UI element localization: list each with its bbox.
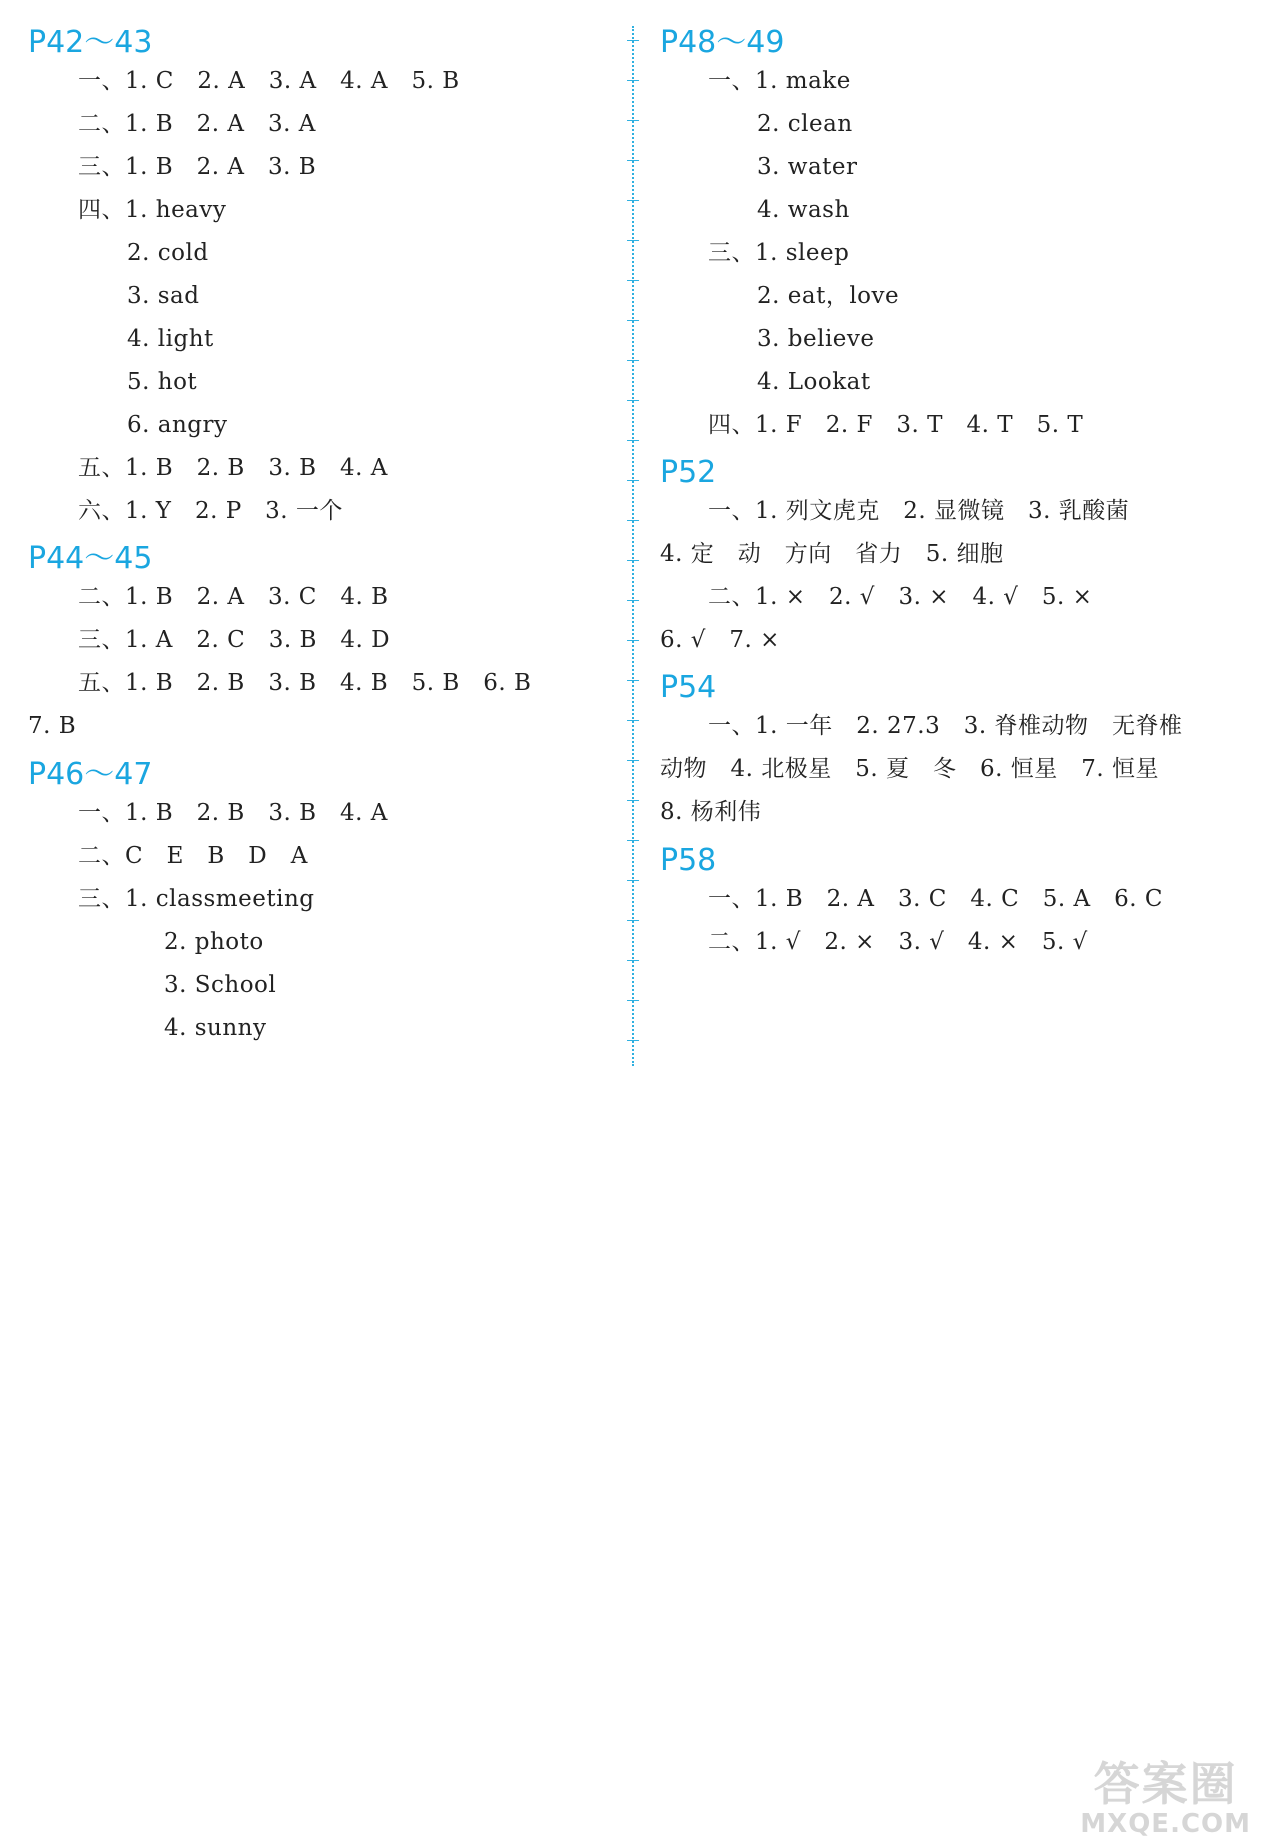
answer-line: 2. photo (164, 929, 264, 955)
section-title-p48-49: P48～49 (660, 25, 785, 60)
answer-line: 2. eat，love (757, 283, 900, 309)
section-title-p46-47: P46～47 (28, 757, 153, 792)
divider-tick (627, 680, 639, 681)
section-title-p42-43: P42～43 (28, 25, 153, 60)
answer-line: 一、1. 一年 2. 27.3 3. 脊椎动物 无脊椎 (708, 713, 1183, 739)
answer-line: 5. hot (127, 369, 198, 395)
divider-tick (627, 240, 639, 241)
answer-line: 五、1. B 2. B 3. B 4. B 5. B 6. B (78, 670, 532, 696)
divider-tick (627, 80, 639, 81)
answer-line: 4. 定 动 方向 省力 5. 细胞 (660, 541, 1004, 567)
column-divider (632, 26, 634, 1066)
answer-line: 4. wash (757, 197, 850, 223)
answer-line: 3. sad (127, 283, 200, 309)
answer-line: 一、1. 列文虎克 2. 显微镜 3. 乳酸菌 (708, 498, 1130, 524)
divider-tick (627, 640, 639, 641)
divider-tick (627, 600, 639, 601)
divider-tick (627, 760, 639, 761)
answer-line: 4. light (127, 326, 214, 352)
answer-line: 7. B (28, 713, 77, 739)
divider-tick (627, 840, 639, 841)
divider-tick (627, 160, 639, 161)
section-title-p44-45: P44～45 (28, 541, 153, 576)
watermark-logo (1080, 1758, 1251, 1838)
answer-line: 4. Lookat (757, 369, 871, 395)
answer-line: 二、1. √ 2. × 3. √ 4. × 5. √ (708, 929, 1088, 955)
answer-line: 2. clean (757, 111, 853, 137)
answer-line: 三、1. sleep (708, 240, 850, 266)
divider-tick (627, 1000, 639, 1001)
divider-tick (627, 320, 639, 321)
divider-tick (627, 520, 639, 521)
divider-tick (627, 40, 639, 41)
divider-tick (627, 200, 639, 201)
watermark-url: MXQE.COM (1080, 1809, 1251, 1839)
answer-line: 一、1. B 2. A 3. C 4. C 5. A 6. C (708, 886, 1163, 912)
answer-line: 一、1. B 2. B 3. B 4. A (78, 800, 388, 826)
divider-tick (627, 880, 639, 881)
divider-tick (627, 560, 639, 561)
divider-tick (627, 480, 639, 481)
divider-tick (627, 360, 639, 361)
answer-line: 三、1. B 2. A 3. B (78, 154, 317, 180)
answer-line: 一、1. make (708, 68, 851, 94)
divider-tick (627, 920, 639, 921)
answer-line: 六、1. Y 2. P 3. 一个 (78, 498, 343, 524)
divider-tick (627, 280, 639, 281)
divider-tick (627, 720, 639, 721)
section-title-p52: P52 (660, 455, 717, 490)
answer-line: 动物 4. 北极星 5. 夏 冬 6. 恒星 7. 恒星 (660, 756, 1160, 782)
watermark-title: 答案圈 (1093, 1757, 1238, 1811)
answer-line: 3. water (757, 154, 858, 180)
divider-tick (627, 400, 639, 401)
divider-tick (627, 120, 639, 121)
answer-line: 8. 杨利伟 (660, 799, 762, 825)
divider-tick (627, 960, 639, 961)
answer-line: 二、1. B 2. A 3. C 4. B (78, 584, 389, 610)
answer-line: 二、C E B D A (78, 843, 308, 869)
answer-line: 3. School (164, 972, 277, 998)
answer-line: 二、1. × 2. √ 3. × 4. √ 5. × (708, 584, 1093, 610)
answer-line: 6. √ 7. × (660, 627, 780, 653)
section-title-p54: P54 (660, 670, 717, 705)
answer-line: 6. angry (127, 412, 228, 438)
answer-line: 三、1. classmeeting (78, 886, 315, 912)
divider-tick (627, 800, 639, 801)
answer-line: 三、1. A 2. C 3. B 4. D (78, 627, 391, 653)
answer-line: 四、1. heavy (78, 197, 227, 223)
section-title-p58: P58 (660, 843, 717, 878)
answer-line: 4. sunny (164, 1015, 267, 1041)
answer-line: 五、1. B 2. B 3. B 4. A (78, 455, 388, 481)
answer-line: 二、1. B 2. A 3. A (78, 111, 316, 137)
answer-line: 四、1. F 2. F 3. T 4. T 5. T (708, 412, 1084, 438)
answer-line: 2. cold (127, 240, 209, 266)
divider-tick (627, 440, 639, 441)
answer-line: 一、1. C 2. A 3. A 4. A 5. B (78, 68, 460, 94)
answer-line: 3. believe (757, 326, 875, 352)
divider-tick (627, 1040, 639, 1041)
